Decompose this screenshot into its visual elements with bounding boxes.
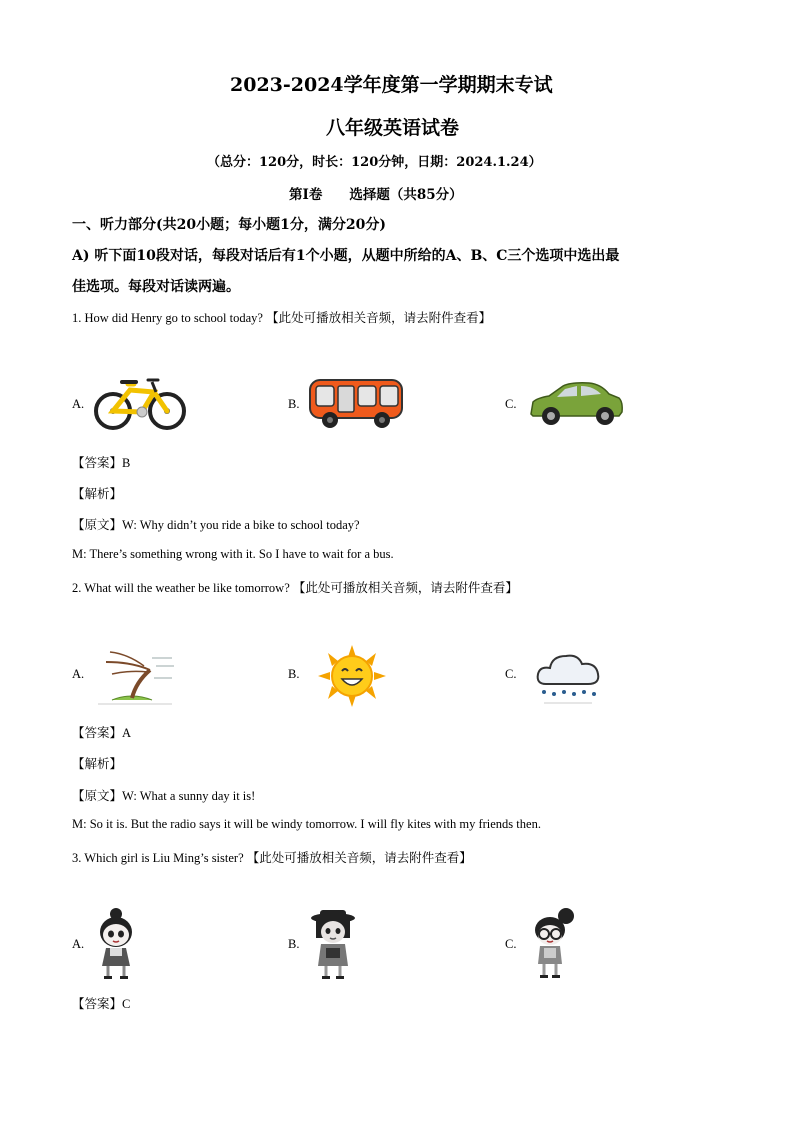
- section-heading: 一、听力部分(共20小题；每小题1分，满分20分): [72, 217, 386, 233]
- girl-bun-icon: [92, 908, 140, 980]
- windy-tree-icon: [92, 648, 176, 706]
- q1-reply: M: There’s something wrong with it. So I have to wait for a bus.: [72, 547, 394, 561]
- bus-icon: [308, 378, 404, 430]
- question-1-stem: 1. How did Henry go to school today? 【此处可播放相关音频，请去附件查看】: [72, 311, 492, 325]
- q1-answer: 【答案】B: [72, 456, 131, 470]
- q3-option-c: C.: [505, 937, 517, 951]
- q2-answer: 【答案】A: [72, 726, 132, 740]
- q2-option-a: A.: [72, 667, 85, 681]
- q1-transcript: 【原文】W: Why didn’t you ride a bike to school today?: [72, 518, 360, 532]
- q1-option-b: B.: [288, 397, 300, 411]
- girl-hat-icon: [308, 908, 358, 980]
- question-2-stem: 2. What will the weather be like tomorrow? 【此处可播放相关音频，请去附件查看】: [72, 581, 518, 595]
- q3-option-b: B.: [288, 937, 300, 951]
- q1-analysis: 【解析】: [72, 487, 123, 501]
- q3-option-a: A.: [72, 937, 85, 951]
- exam-info: （总分：120分，时长：120分钟，日期：2024.1.24）: [207, 155, 542, 170]
- q3-answer: 【答案】C: [72, 997, 131, 1011]
- sun-icon: [318, 645, 386, 707]
- q1-option-a: A.: [72, 397, 85, 411]
- q2-option-b: B.: [288, 667, 300, 681]
- car-icon: [527, 380, 625, 428]
- instruction-line-1: A) 听下面10段对话，每段对话后有1个小题，从题中所给的A、B、C三个选项中选出最: [72, 248, 620, 264]
- q2-transcript: 【原文】W: What a sunny day it is!: [72, 789, 256, 803]
- exam-title: 2023-2024学年度第一学期期末专试: [230, 74, 553, 96]
- q2-reply: M: So it is. But the radio says it will be windy tomorrow. I will fly kites with my friends then.: [72, 817, 541, 831]
- question-3-stem: 3. Which girl is Liu Ming’s sister? 【此处可播放相关音频，请去附件查看】: [72, 851, 472, 865]
- instruction-line-2: 佳选项。每段对话读两遍。: [72, 279, 240, 295]
- volume-title: 第Ⅰ卷 选择题（共85分）: [289, 187, 463, 203]
- q1-option-c: C.: [505, 397, 517, 411]
- rain-cloud-icon: [534, 648, 602, 706]
- q2-option-c: C.: [505, 667, 517, 681]
- exam-subtitle: 八年级英语试卷: [326, 117, 460, 139]
- bicycle-icon: [92, 374, 188, 432]
- girl-glasses-icon: [526, 908, 578, 980]
- q2-analysis: 【解析】: [72, 757, 123, 771]
